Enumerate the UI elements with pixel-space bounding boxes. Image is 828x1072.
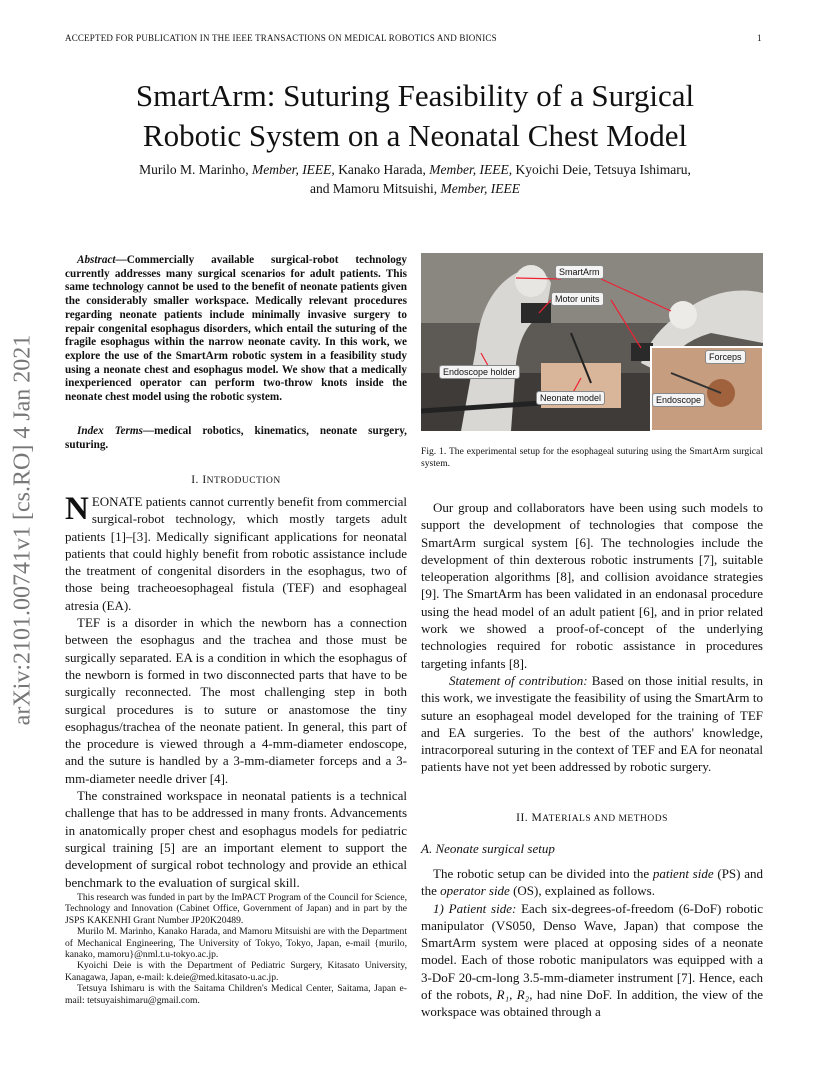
drop-cap: N	[65, 491, 89, 527]
section-title-rest: ATERIALS AND METHODS	[542, 814, 668, 824]
author-text: and Mamoru Mitsuishi,	[310, 181, 441, 196]
section-number: II.	[516, 812, 532, 824]
author-membership: Member, IEEE,	[251, 162, 335, 177]
intro-body	[65, 493, 407, 891]
paragraph-text: , had nine DoF. In addition, the view of the workspace was obtained through a	[421, 987, 763, 1020]
arxiv-stamp-text: arXiv:2101.00741v1 [cs.RO] 4 Jan 2021	[9, 334, 36, 726]
abstract	[65, 254, 407, 405]
section-title-rest: NTRODUCTION	[206, 476, 281, 486]
intro-paragraph-3: The constrained workspace in neonatal patients is a technical challenge that has to be addressed in many fronts. Advancements in anatomically proper chest and esophagus models for pediatric surgical training [5] are an important element to support the development of surgical robot technology and provide an ethical benchmark to the evaluation of surgical skill.	[65, 788, 407, 890]
figure-label-neonate-model: Neonate model	[536, 391, 605, 405]
section-heading-introduction	[65, 474, 407, 486]
math-robots: R₁, R₂	[496, 987, 530, 1003]
paragraph-text: Based on those initial results, in this work, we investigate the feasibility of using the SmartArm to suture an esophageal model developed for the training of TEF and EA surgeries. To the best of the authors' knowledge, intracorporeal suturing in the context of TEF and EA for neonatal patients have not yet been addressed by robotic surgery.	[421, 672, 764, 775]
index-terms-label: Index Terms	[77, 425, 143, 437]
index-terms-text: —medical robotics, kinematics, neonate surgery, suturing.	[65, 425, 407, 451]
page-number: 1	[757, 33, 762, 43]
section-heading-materials-methods	[421, 812, 763, 824]
section-title-first: I	[202, 474, 207, 486]
section-number: I.	[191, 474, 203, 486]
author-text: Kyoichi Deie, Tetsuya Ishimaru,	[512, 162, 691, 177]
paragraph-text: Each six-degrees-of-freedom (6-DoF) robotic manipulator (VS050, Denso Wave, Japan) that compose the SmartArm system were placed at opposing sides of a neonate model. Each of those robotic manipulators was equipped with a 3-DoF 20-cm-long 3.5-mm-diameter instrument [7]. Hence, each of the robots,	[421, 900, 763, 1003]
paragraph-text: The robotic setup can be divided into the	[433, 866, 653, 881]
author-line-1	[60, 160, 770, 179]
figure-label-forceps: Forceps	[705, 350, 746, 364]
intro-paragraph-1	[65, 493, 407, 614]
intro-paragraph-2: TEF is a disorder in which the newborn has a connection between the esophagus and the trachea and those must be surgically separated. EA is a condition in which the esophagus of the newborn is formed in two disconnected parts that have to be surgically reconnected. The most challenging step in both surgical procedures is to suture or anastomose the tiny esophagus/trachea of the neonate patient. In general, this part of the procedure is viewed through a 4-mm-diameter endoscope, and the suture is handled by a 3-mm-diameter forceps and a 3-mm-diameter needle driver [4].	[65, 615, 407, 786]
footnotes	[65, 892, 407, 1006]
author-text: Murilo M. Marinho,	[139, 162, 252, 177]
figure-label-motor-units: Motor units	[551, 292, 604, 306]
patient-side-label: 1) Patient side:	[433, 900, 517, 916]
title-line-2: Robotic System on a Neonatal Chest Model	[142, 118, 688, 153]
running-head: ACCEPTED FOR PUBLICATION IN THE IEEE TRANSACTIONS ON MEDICAL ROBOTICS AND BIONICS	[65, 33, 497, 43]
arxiv-stamp	[8, 300, 38, 760]
footnote-affiliation-3: Tetsuya Ishimaru is with the Saitama Children's Medical Center, Saitama, Japan e-mail: tetsuyaishimaru@gmail.com.	[65, 983, 407, 1006]
abstract-text: —Commercially available surgical-robot technology currently addresses many surgical scenarios for adult patients. This same technology cannot be used to the benefit of neonate patients given the considerably smaller workspace. Medically relevant procedures regarding neonate patients include minimally invasive surgery to repair congenital esophagus disorders, which entail the suturing of the fragile esophagus within the narrow neonate cavity. In this work, we explore the use of the SmartArm robotic system in a feasibility study using a neonate chest and esophagus model. We show that a medically inexperienced operator can perform two-throw knots inside the neonate chest model using the robotic system.	[65, 254, 407, 404]
figure-1-photo	[421, 253, 763, 431]
author-membership: Member, IEEE,	[429, 162, 513, 177]
contribution-label: Statement of contribution:	[449, 672, 588, 688]
author-text: Kanako Harada,	[334, 162, 430, 177]
term-patient-side: patient side	[652, 866, 714, 881]
footnote-funding: This research was funded in part by the ImPACT Program of the Council for Science, Technology and Innovation (Cabinet Office, Government of Japan) and in part by the JSPS KAKENHI Grant Number JP20K20489.	[65, 892, 407, 926]
paragraph-patient-side	[421, 900, 763, 1021]
abstract-label: Abstract	[77, 254, 116, 266]
figure-label-endoscope: Endoscope	[652, 393, 705, 407]
term-operator-side: operator side	[440, 883, 510, 899]
index-terms	[65, 425, 407, 452]
author-list	[60, 160, 770, 198]
paragraph-text: (PS) and the	[421, 866, 763, 899]
right-column-body	[421, 499, 763, 776]
author-line-2	[60, 179, 770, 198]
methods-body	[421, 865, 763, 1021]
paragraph-related-work: Our group and collaborators have been using such models to support the development of technologies that compose the SmartArm surgical system [6]. The technologies include the development of thin dexterous robotic instruments [7], suitable teleoperation algorithms [8], and collision avoidance strategies [9]. The SmartArm has been validated in an endonasal procedure using the head model of an adult patient [6], and in prior related work we showed a proof-of-concept of the underlying technologies required for robotic assistance in procedures targeting infants [8].	[421, 500, 763, 671]
footnote-affiliation-1: Murilo M. Marinho, Kanako Harada, and Mamoru Mitsuishi are with the Department of Mechanical Engineering, The University of Tokyo, Tokyo, Japan, e-mail {murilo, kanako, mamoru}@nml.t.u-tokyo.ac.jp.	[65, 926, 407, 961]
figure-label-smartarm: SmartArm	[555, 265, 604, 279]
figure-1-caption: Fig. 1. The experimental setup for the esophageal suturing using the SmartArm surgical system.	[421, 446, 763, 469]
paragraph-contribution	[421, 672, 763, 776]
subsection-heading-neonate-setup: A. Neonate surgical setup	[421, 841, 555, 856]
paragraph-text: EONATE patients cannot currently benefit from commercial surgical-robot technology, which mostly targets adult patients [1]–[3]. Medically significant applications for neonatal patients that could highly benefit from robotic assistance include the treatment of congenital disorders in the esophagus, two of those being tracheoesophageal fistula (TEF) and esophageal atresia (EA).	[65, 494, 407, 613]
figure-label-endoscope-holder: Endoscope holder	[439, 365, 520, 379]
paper-title	[60, 76, 770, 156]
section-title-first: M	[531, 812, 543, 824]
footnote-affiliation-2: Kyoichi Deie is with the Department of Pediatric Surgery, Kitasato University, Kanagawa, Japan, e-mail: k.deie@med.kitasato-u.ac.jp.	[65, 960, 407, 983]
title-line-1: SmartArm: Suturing Feasibility of a Surgical	[135, 78, 695, 113]
paragraph-setup	[421, 865, 763, 900]
paragraph-text: (OS), explained as follows.	[509, 883, 655, 899]
author-membership: Member, IEEE	[440, 181, 520, 196]
